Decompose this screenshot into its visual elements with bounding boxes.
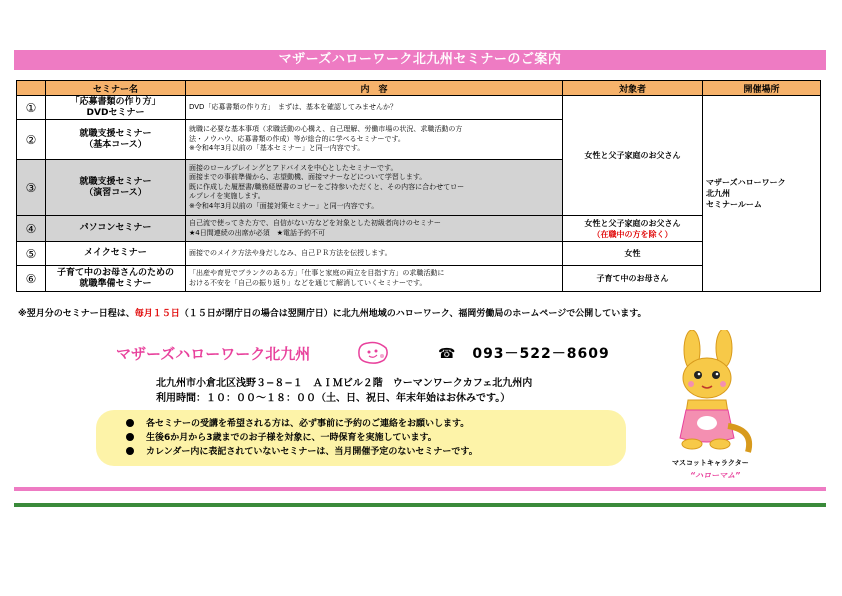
seminar-name: 就職支援セミナー （演習コース） xyxy=(46,160,186,216)
phone-icon: ☎ xyxy=(438,346,457,362)
row-number: ④ xyxy=(17,216,46,242)
bullet-icon xyxy=(126,419,134,427)
seminar-description: 「出産や育児でブランクのある方」「仕事と家庭の両立を目指す方」の求職活動に おける不安を「自己の振り返り」などを通じて解消していくセミナーです。 xyxy=(186,266,563,292)
table-row xyxy=(17,96,821,120)
header-content: 内 容 xyxy=(186,81,563,96)
seminar-name: 「応募書類の作り方」 DVDセミナー xyxy=(46,96,186,120)
seminar-description: 自己流で使ってきた方で、自信がない方などを対象とした初級者向けのセミナー ★4日間連続の出席が必須 ★電話予約不可 xyxy=(186,216,563,242)
divider-green xyxy=(14,503,826,507)
list-item: カレンダー内に表記されていないセミナーは、当月開催予定のないセミナーです。 xyxy=(126,445,478,459)
target-cell: 子育て中のお母さん xyxy=(563,266,703,292)
notice-box xyxy=(96,410,626,466)
row-number: ⑥ xyxy=(17,266,46,292)
table-row xyxy=(17,216,821,242)
target-cell: 女性と父子家庭のお父さん （在職中の方を除く） xyxy=(563,216,703,242)
brand-name: マザーズハローワーク北九州 xyxy=(116,345,311,363)
header-venue: 開催場所 xyxy=(703,81,821,96)
seminar-description: 面接のロールプレイングとアドバイスを中心としたセミナーです。 面接までの事前準備から、志望動機、面接マナーなどについて学習します。 既に作成した履歴書/職務経歴書のコピーをご持参いただくと、その内容に合わせてロー ルプレイを実施します。 ※令和4年3月以前の「面接対策セミナー」と同一内容です。 xyxy=(186,160,563,216)
target-cell: 女性と父子家庭のお父さん xyxy=(563,96,703,216)
table-header-row xyxy=(17,81,821,96)
phone-number: ☎ 093－522－8609 xyxy=(438,346,610,362)
table-row xyxy=(17,266,821,292)
seminar-description: 就職に必要な基本事項（求職活動の心構え、自己理解、労働市場の状況、求職活動の方 法・ノウハウ、応募書類の作成）等が総合的に学べるセミナーです。 ※令和4年3月以前の「基本セミナー」と同一内容です。 xyxy=(186,120,563,160)
mascot-name: “ハローマム” xyxy=(690,471,741,480)
row-number: ② xyxy=(17,120,46,160)
schedule-note: ※翌月分のセミナー日程は、毎月１５日（１５日が閉庁日の場合は翌開庁日）に北九州地域のハローワーク、福岡労働局のホームページで公開しています。 xyxy=(18,309,647,319)
venue-cell: マザーズハローワーク 北九州 セミナールーム xyxy=(703,96,821,292)
seminar-description: 面接でのメイク方法や身だしなみ、自己ＰＲ方法を伝授します。 xyxy=(186,242,563,266)
seminar-name: 子育て中のお母さんのための 就職準備セミナー xyxy=(46,266,186,292)
header-target: 対象者 xyxy=(563,81,703,96)
list-item: 各セミナーの受講を希望される方は、必ず事前に予約のご連絡をお願いします。 xyxy=(126,417,478,431)
seminar-name: パソコンセミナー xyxy=(46,216,186,242)
page-title: マザーズハローワーク北九州セミナーのご案内 xyxy=(14,50,826,70)
list-item: 生後6か月から3歳までのお子様を対象に、一時保育を実施しています。 xyxy=(126,431,478,445)
bullet-icon xyxy=(126,447,134,455)
header-num xyxy=(17,81,46,96)
row-number: ⑤ xyxy=(17,242,46,266)
address: 北九州市小倉北区浅野３−８−１ ＡＩＭビル２階 ウーマンワークカフェ北九州内 xyxy=(156,378,533,389)
table-row xyxy=(17,242,821,266)
mascot-face-icon xyxy=(356,340,390,366)
header-seminar-name: セミナー名 xyxy=(46,81,186,96)
row-number: ③ xyxy=(17,160,46,216)
address-block xyxy=(156,376,532,406)
bullet-icon xyxy=(126,433,134,441)
row-number: ① xyxy=(17,96,46,120)
seminar-name: 就職支援セミナー （基本コース） xyxy=(46,120,186,160)
seminar-description: DVD「応募書類の作り方」 まずは、基本を確認してみませんか？ xyxy=(186,96,563,120)
mascot-kangaroo-icon xyxy=(662,330,762,458)
seminar-table xyxy=(16,80,821,292)
seminar-name: メイクセミナー xyxy=(46,242,186,266)
mascot-caption: マスコットキャラクター xyxy=(672,459,749,467)
opening-hours: 利用時間：１０：００～１８：００（土、日、祝日、年末年始はお休みです。） xyxy=(156,393,511,404)
divider-pink xyxy=(14,487,826,491)
target-cell: 女性 xyxy=(563,242,703,266)
